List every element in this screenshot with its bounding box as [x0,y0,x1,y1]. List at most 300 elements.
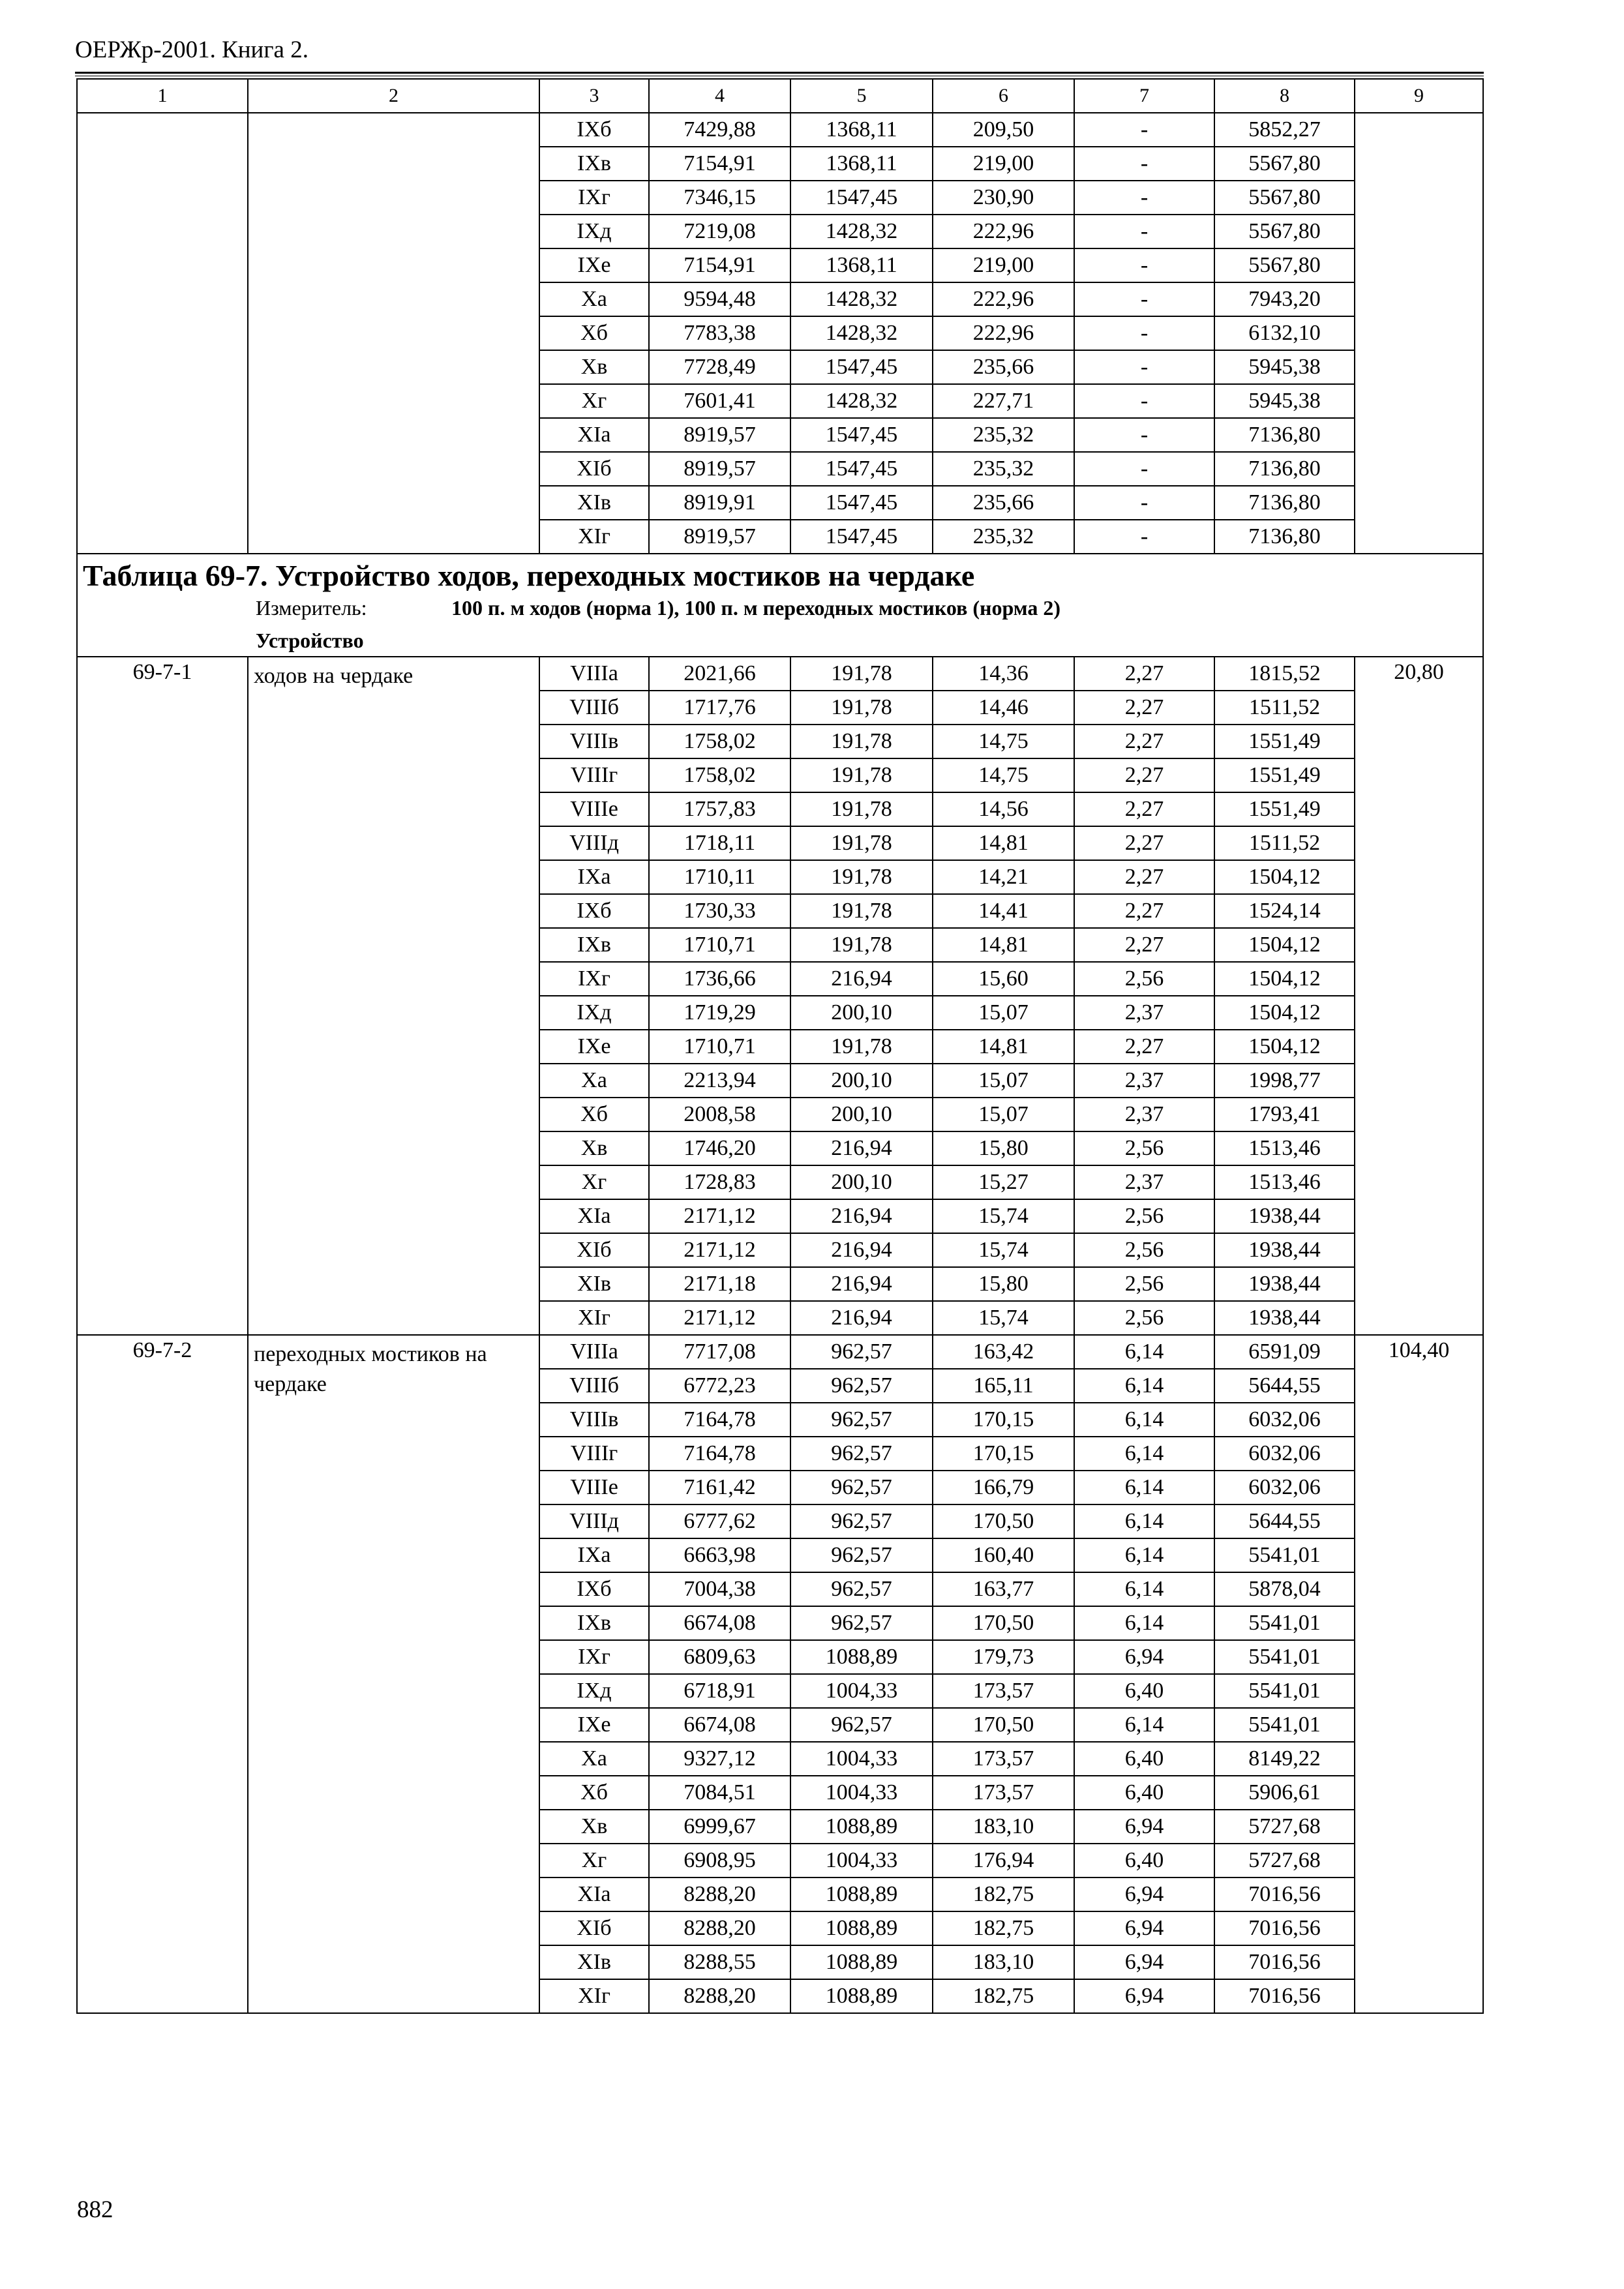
blank-cell [1355,418,1483,452]
value-cell: 14,81 [933,928,1074,962]
value-cell: 1938,44 [1214,1267,1355,1301]
value-cell: 222,96 [933,215,1074,248]
value-cell: 14,36 [933,657,1074,691]
resource-code-cell: IXа [539,1538,649,1572]
resource-code-cell: IXг [539,962,649,996]
value-cell: 163,77 [933,1572,1074,1606]
column-number: 1 [77,79,248,113]
value-cell: 170,50 [933,1504,1074,1538]
value-cell: 6,94 [1074,1979,1214,2013]
value-cell: 160,40 [933,1538,1074,1572]
section-cell [77,554,1483,625]
value-cell: 219,00 [933,147,1074,181]
value-cell: 5945,38 [1214,384,1355,418]
value-cell: 7016,56 [1214,1979,1355,2013]
value-cell: 1710,71 [649,928,790,962]
value-cell: 14,56 [933,792,1074,826]
norm-row [77,657,1483,691]
measure-unit-label: Измеритель: [256,596,367,620]
value-cell: 1717,76 [649,691,790,725]
column-number-row [77,79,1483,113]
resource-code-cell: IXв [539,1606,649,1640]
value-cell: 6,40 [1074,1742,1214,1776]
blank-cell [248,282,539,316]
value-cell: 200,10 [790,1064,933,1098]
value-cell: 1710,11 [649,860,790,894]
value-cell: - [1074,384,1214,418]
value-cell: 962,57 [790,1538,933,1572]
value-cell: 1938,44 [1214,1301,1355,1335]
value-cell: 2,27 [1074,657,1214,691]
blank-cell [77,384,248,418]
value-cell: 7136,80 [1214,452,1355,486]
value-cell: 6,40 [1074,1776,1214,1810]
subheading-row [77,625,1483,657]
value-cell: 2171,18 [649,1267,790,1301]
value-cell: 1719,29 [649,996,790,1030]
value-cell: 176,94 [933,1844,1074,1878]
blank-cell [248,418,539,452]
value-cell: 1746,20 [649,1131,790,1165]
value-cell: 8288,20 [649,1979,790,2013]
value-cell: 165,11 [933,1369,1074,1403]
column-number: 5 [790,79,933,113]
value-cell: 7346,15 [649,181,790,215]
resource-code-cell: XIб [539,452,649,486]
continuation-row [77,520,1483,554]
value-cell: - [1074,486,1214,520]
value-cell: 7164,78 [649,1437,790,1471]
value-cell: 5567,80 [1214,248,1355,282]
value-cell: 6,40 [1074,1674,1214,1708]
value-cell: 6674,08 [649,1606,790,1640]
value-cell: 1504,12 [1214,996,1355,1030]
value-cell: 5541,01 [1214,1708,1355,1742]
blank-cell [1355,316,1483,350]
value-cell: 1504,12 [1214,1030,1355,1064]
value-cell: 6,14 [1074,1471,1214,1504]
continuation-row [77,418,1483,452]
value-cell: 1428,32 [790,215,933,248]
resource-code-cell: VIIIе [539,792,649,826]
value-cell: 5945,38 [1214,350,1355,384]
value-cell: 1428,32 [790,316,933,350]
value-cell: 962,57 [790,1369,933,1403]
value-cell: 6,94 [1074,1640,1214,1674]
value-cell: 1551,49 [1214,725,1355,758]
blank-cell [77,147,248,181]
column-number: 2 [248,79,539,113]
value-cell: 962,57 [790,1606,933,1640]
value-cell: 6772,23 [649,1369,790,1403]
value-cell: 7136,80 [1214,486,1355,520]
resource-code-cell: IXг [539,1640,649,1674]
continuation-row [77,113,1483,147]
value-cell: 2,37 [1074,996,1214,1030]
value-cell: 1088,89 [790,1911,933,1945]
value-cell: 6132,10 [1214,316,1355,350]
continuation-row [77,350,1483,384]
column-number: 7 [1074,79,1214,113]
value-cell: 1551,49 [1214,792,1355,826]
value-cell: 6,94 [1074,1810,1214,1844]
value-cell: 2171,12 [649,1199,790,1233]
value-cell: 1547,45 [790,486,933,520]
resource-code-cell: XIг [539,1979,649,2013]
value-cell: 2,56 [1074,1301,1214,1335]
value-cell: 2,37 [1074,1064,1214,1098]
value-cell: 5541,01 [1214,1640,1355,1674]
value-cell: 2,27 [1074,725,1214,758]
column-number: 4 [649,79,790,113]
value-cell: 179,73 [933,1640,1074,1674]
value-cell: 2,37 [1074,1098,1214,1131]
continuation-row [77,147,1483,181]
value-cell: 216,94 [790,1301,933,1335]
value-cell: 7136,80 [1214,520,1355,554]
value-cell: 2,56 [1074,962,1214,996]
value-cell: 191,78 [790,758,933,792]
value-cell: 1815,52 [1214,657,1355,691]
blank-cell [248,113,539,147]
resource-code-cell: IXв [539,928,649,962]
value-cell: 1004,33 [790,1742,933,1776]
value-cell: 216,94 [790,1233,933,1267]
value-cell: 235,32 [933,452,1074,486]
value-cell: 1513,46 [1214,1131,1355,1165]
value-cell: - [1074,181,1214,215]
blank-cell [77,486,248,520]
blank-cell [1355,282,1483,316]
running-header: ОЕРЖр-2001. Книга 2. [75,37,308,63]
resource-code-cell: IXа [539,860,649,894]
value-cell: 1730,33 [649,894,790,928]
value-cell: 200,10 [790,996,933,1030]
norm-code: 69-7-2 [77,1335,248,2013]
value-cell: 183,10 [933,1945,1074,1979]
value-cell: 5567,80 [1214,181,1355,215]
value-cell: 1547,45 [790,350,933,384]
value-cell: 7154,91 [649,147,790,181]
value-cell: - [1074,350,1214,384]
value-cell: 6,94 [1074,1878,1214,1911]
resource-code-cell: IXе [539,248,649,282]
resource-code-cell: Xа [539,282,649,316]
value-cell: 1368,11 [790,248,933,282]
value-cell: 6,14 [1074,1437,1214,1471]
value-cell: 1793,41 [1214,1098,1355,1131]
blank-cell [77,113,248,147]
value-cell: 6718,91 [649,1674,790,1708]
value-cell: 1504,12 [1214,962,1355,996]
value-cell: 1088,89 [790,1810,933,1844]
resource-code-cell: Xг [539,384,649,418]
column-number: 6 [933,79,1074,113]
value-cell: 5727,68 [1214,1844,1355,1878]
resource-code-cell: VIIIб [539,691,649,725]
value-cell: 962,57 [790,1708,933,1742]
value-cell: 8288,20 [649,1911,790,1945]
value-cell: 962,57 [790,1572,933,1606]
norm-row [77,1335,1483,1369]
value-cell: 1504,12 [1214,860,1355,894]
value-cell: 7717,08 [649,1335,790,1369]
value-cell: 1504,12 [1214,928,1355,962]
continuation-row [77,452,1483,486]
value-cell: 1088,89 [790,1945,933,1979]
blank-cell [1355,384,1483,418]
resource-code-cell: XIа [539,1199,649,1233]
resource-code-cell: Xг [539,1844,649,1878]
resource-code-cell: VIIIв [539,725,649,758]
continuation-row [77,316,1483,350]
resource-code-cell: IXд [539,996,649,1030]
subheading: Устройство [77,625,1483,657]
value-cell: 2171,12 [649,1233,790,1267]
resource-code-cell: VIIIа [539,657,649,691]
value-cell: 2,37 [1074,1165,1214,1199]
value-cell: 7084,51 [649,1776,790,1810]
page-number: 882 [77,2196,113,2223]
value-cell: 7601,41 [649,384,790,418]
blank-cell [77,452,248,486]
value-cell: 1428,32 [790,384,933,418]
value-cell: - [1074,418,1214,452]
blank-cell [248,350,539,384]
value-cell: 170,15 [933,1403,1074,1437]
value-cell: 191,78 [790,928,933,962]
value-cell: 2,56 [1074,1233,1214,1267]
value-cell: 6999,67 [649,1810,790,1844]
value-cell: 1547,45 [790,452,933,486]
resource-code-cell: XIг [539,1301,649,1335]
value-cell: 2,27 [1074,826,1214,860]
resource-code-cell: IXб [539,894,649,928]
value-cell: 216,94 [790,1131,933,1165]
blank-cell [77,215,248,248]
value-cell: 6,40 [1074,1844,1214,1878]
value-cell: 6032,06 [1214,1437,1355,1471]
value-cell: 1710,71 [649,1030,790,1064]
value-cell: 216,94 [790,1267,933,1301]
value-cell: 5541,01 [1214,1606,1355,1640]
resource-code-cell: XIв [539,1945,649,1979]
value-cell: 5644,55 [1214,1369,1355,1403]
resource-code-cell: VIIIг [539,758,649,792]
resource-code-cell: XIг [539,520,649,554]
value-cell: - [1074,248,1214,282]
value-cell: 14,75 [933,758,1074,792]
continuation-row [77,384,1483,418]
resource-code-cell: IXв [539,147,649,181]
value-cell: 5567,80 [1214,215,1355,248]
resource-code-cell: Xа [539,1742,649,1776]
value-cell: 7016,56 [1214,1878,1355,1911]
value-cell: 5906,61 [1214,1776,1355,1810]
value-cell: 962,57 [790,1335,933,1369]
value-cell: 14,41 [933,894,1074,928]
value-cell: 235,66 [933,486,1074,520]
blank-cell [248,452,539,486]
value-cell: 170,50 [933,1708,1074,1742]
value-cell: 1998,77 [1214,1064,1355,1098]
resource-code-cell: IXг [539,181,649,215]
value-cell: 14,46 [933,691,1074,725]
value-cell: 1524,14 [1214,894,1355,928]
value-cell: 2,56 [1074,1267,1214,1301]
value-cell: - [1074,452,1214,486]
resource-code-cell: Xг [539,1165,649,1199]
value-cell: 15,07 [933,996,1074,1030]
resource-code-cell: IXб [539,1572,649,1606]
value-cell: 8288,20 [649,1878,790,1911]
value-cell: 14,75 [933,725,1074,758]
value-cell: 191,78 [790,657,933,691]
value-cell: 7943,20 [1214,282,1355,316]
value-cell: 5727,68 [1214,1810,1355,1844]
value-cell: 6,14 [1074,1504,1214,1538]
value-cell: 962,57 [790,1471,933,1504]
value-cell: 15,27 [933,1165,1074,1199]
continuation-row [77,215,1483,248]
value-cell: 200,10 [790,1098,933,1131]
resource-code-cell: XIб [539,1233,649,1267]
resource-code-cell: IXб [539,113,649,147]
blank-cell [248,316,539,350]
value-cell: 2213,94 [649,1064,790,1098]
value-cell: - [1074,215,1214,248]
value-cell: - [1074,316,1214,350]
blank-cell [248,215,539,248]
value-cell: 191,78 [790,1030,933,1064]
value-cell: 6,14 [1074,1572,1214,1606]
blank-cell [77,248,248,282]
norm-col9-value: 104,40 [1355,1335,1483,2013]
value-cell: 170,15 [933,1437,1074,1471]
value-cell: 1718,11 [649,826,790,860]
resource-code-cell: IXд [539,1674,649,1708]
value-cell: 8919,57 [649,452,790,486]
value-cell: - [1074,113,1214,147]
value-cell: 2,27 [1074,792,1214,826]
value-cell: 235,66 [933,350,1074,384]
value-cell: 1088,89 [790,1979,933,2013]
value-cell: 191,78 [790,894,933,928]
measure-unit-value: 100 п. м ходов (норма 1), 100 п. м переходных мостиков (норма 2) [451,596,1060,620]
blank-cell [77,418,248,452]
value-cell: 15,80 [933,1267,1074,1301]
value-cell: 191,78 [790,792,933,826]
value-cell: 6,14 [1074,1403,1214,1437]
value-cell: 9327,12 [649,1742,790,1776]
blank-cell [248,181,539,215]
value-cell: - [1074,147,1214,181]
value-cell: 200,10 [790,1165,933,1199]
resource-code-cell: Xб [539,316,649,350]
value-cell: 15,07 [933,1098,1074,1131]
value-cell: 15,07 [933,1064,1074,1098]
continuation-row [77,486,1483,520]
value-cell: 1004,33 [790,1674,933,1708]
value-cell: 1511,52 [1214,826,1355,860]
resource-code-cell: Xв [539,350,649,384]
norms-table [76,78,1484,2014]
continuation-row [77,181,1483,215]
table-body [77,79,1483,2013]
value-cell: 1368,11 [790,147,933,181]
value-cell: 1736,66 [649,962,790,996]
resource-code-cell: VIIIд [539,1504,649,1538]
value-cell: 14,81 [933,826,1074,860]
value-cell: 7783,38 [649,316,790,350]
resource-code-cell: Xб [539,1098,649,1131]
value-cell: 191,78 [790,860,933,894]
value-cell: 1513,46 [1214,1165,1355,1199]
value-cell: 170,50 [933,1606,1074,1640]
value-cell: 15,74 [933,1233,1074,1267]
measure-unit-row [83,597,1477,618]
value-cell: 7164,78 [649,1403,790,1437]
blank-cell [248,384,539,418]
value-cell: 1551,49 [1214,758,1355,792]
blank-cell [1355,181,1483,215]
value-cell: 6032,06 [1214,1471,1355,1504]
value-cell: 191,78 [790,826,933,860]
blank-cell [1355,215,1483,248]
value-cell: 7728,49 [649,350,790,384]
value-cell: 1547,45 [790,181,933,215]
value-cell: 2021,66 [649,657,790,691]
value-cell: 191,78 [790,725,933,758]
resource-code-cell: IXд [539,215,649,248]
column-number: 3 [539,79,649,113]
value-cell: 1758,02 [649,725,790,758]
value-cell: 2,56 [1074,1199,1214,1233]
resource-code-cell: VIIIг [539,1437,649,1471]
resource-code-cell: VIIIб [539,1369,649,1403]
resource-code-cell: XIв [539,1267,649,1301]
value-cell: 166,79 [933,1471,1074,1504]
value-cell: 7429,88 [649,113,790,147]
value-cell: 2,27 [1074,758,1214,792]
column-number: 9 [1355,79,1483,113]
value-cell: 5644,55 [1214,1504,1355,1538]
value-cell: 6,94 [1074,1945,1214,1979]
table-section-header [77,554,1483,625]
value-cell: 7016,56 [1214,1945,1355,1979]
blank-cell [1355,147,1483,181]
value-cell: 1728,83 [649,1165,790,1199]
value-cell: 5567,80 [1214,147,1355,181]
value-cell: 15,60 [933,962,1074,996]
value-cell: 6032,06 [1214,1403,1355,1437]
value-cell: 222,96 [933,282,1074,316]
value-cell: 7219,08 [649,215,790,248]
value-cell: 6,14 [1074,1369,1214,1403]
value-cell: 182,75 [933,1911,1074,1945]
value-cell: 6663,98 [649,1538,790,1572]
value-cell: 7161,42 [649,1471,790,1504]
resource-code-cell: VIIIа [539,1335,649,1369]
blank-cell [248,248,539,282]
blank-cell [248,147,539,181]
value-cell: 1757,83 [649,792,790,826]
value-cell: 6,14 [1074,1606,1214,1640]
value-cell: 6908,95 [649,1844,790,1878]
resource-code-cell: VIIIв [539,1403,649,1437]
value-cell: 962,57 [790,1504,933,1538]
value-cell: 8288,55 [649,1945,790,1979]
